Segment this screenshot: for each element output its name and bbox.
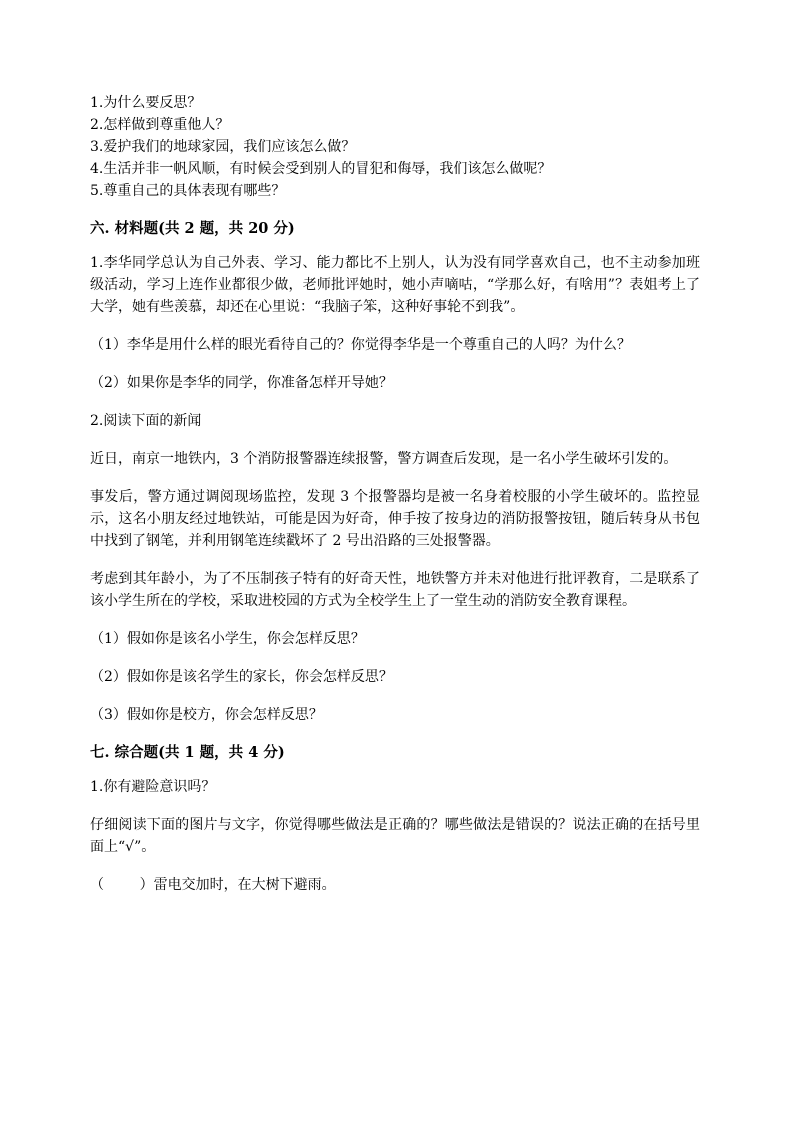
material-question-one: 1.李华同学总认为自己外表、学习、能力都比不上别人，认为没有同学喜欢自己，也不主动参加班级活动，学习上连作业都很少做，老师批评她时，她小声嘀咕，“学那么好，有啥用”？表姐考上了大学，她有些羡慕，却还在心里说：“我脑子笨，这种好事轮不到我”。: [90, 255, 700, 315]
list-item: 4.生活并非一帆风顺，有时候会受到别人的冒犯和侮辱，我们该怎么做呢？: [90, 161, 552, 177]
sub-question: （2）如果你是李华的同学，你准备怎样开导她？: [90, 375, 393, 391]
list-item: 3.爱护我们的地球家园，我们应该怎么做？: [90, 139, 356, 155]
sub-question: （1）李华是用什么样的眼光看待自己的？你觉得李华是一个尊重自己的人吗？为什么？: [90, 337, 631, 353]
material-question-two-intro: 2.阅读下面的新闻: [90, 413, 202, 429]
section-seven-heading: 七. 综合题(共 1 题，共 4 分): [90, 744, 285, 761]
news-paragraph: 事发后，警方通过调阅现场监控，发现 3 个报警器均是被一名身着校服的小学生破坏的。监控显示，这名小朋友经过地铁站，可能是因为好奇，伸手按了按身边的消防报警按钮，随后转身从书包中找到了钢笔，并利用钢笔连续戳坏了 2 号出沿路的三处报警器。: [90, 489, 700, 549]
news-paragraph: 近日，南京一地铁内，3 个消防报警器连续报警，警方调查后发现，是一名小学生破坏引发的。: [90, 451, 678, 467]
reflection-question-list: [90, 92, 700, 202]
list-item: 1.为什么要反思？: [90, 95, 202, 111]
list-item: 2.怎样做到尊重他人？: [90, 117, 230, 133]
checkbox-item: （ ）雷电交加时，在大树下避雨。: [90, 877, 336, 893]
sub-question: （2）假如你是该名学生的家长，你会怎样反思？: [90, 669, 393, 685]
sub-question: （3）假如你是校方，你会怎样反思？: [90, 707, 323, 723]
news-paragraph: 考虑到其年龄小，为了不压制孩子特有的好奇天性，地铁警方并未对他进行批评教育，二是联系了该小学生所在的学校，采取进校园的方式为全校学生上了一堂生动的消防安全教育课程。: [90, 571, 700, 609]
section-six-heading: 六. 材料题(共 2 题，共 20 分): [90, 220, 295, 237]
sub-question: （1）假如你是该名小学生，你会怎样反思？: [90, 631, 365, 647]
comprehensive-question-one: 1.你有避险意识吗？: [90, 779, 216, 795]
list-item: 5.尊重自己的具体表现有哪些？: [90, 183, 286, 199]
instruction-text: 仔细阅读下面的图片与文字，你觉得哪些做法是正确的？哪些做法是错误的？说法正确的在括号里面上“√”。: [90, 817, 700, 855]
exam-page: [90, 92, 700, 896]
